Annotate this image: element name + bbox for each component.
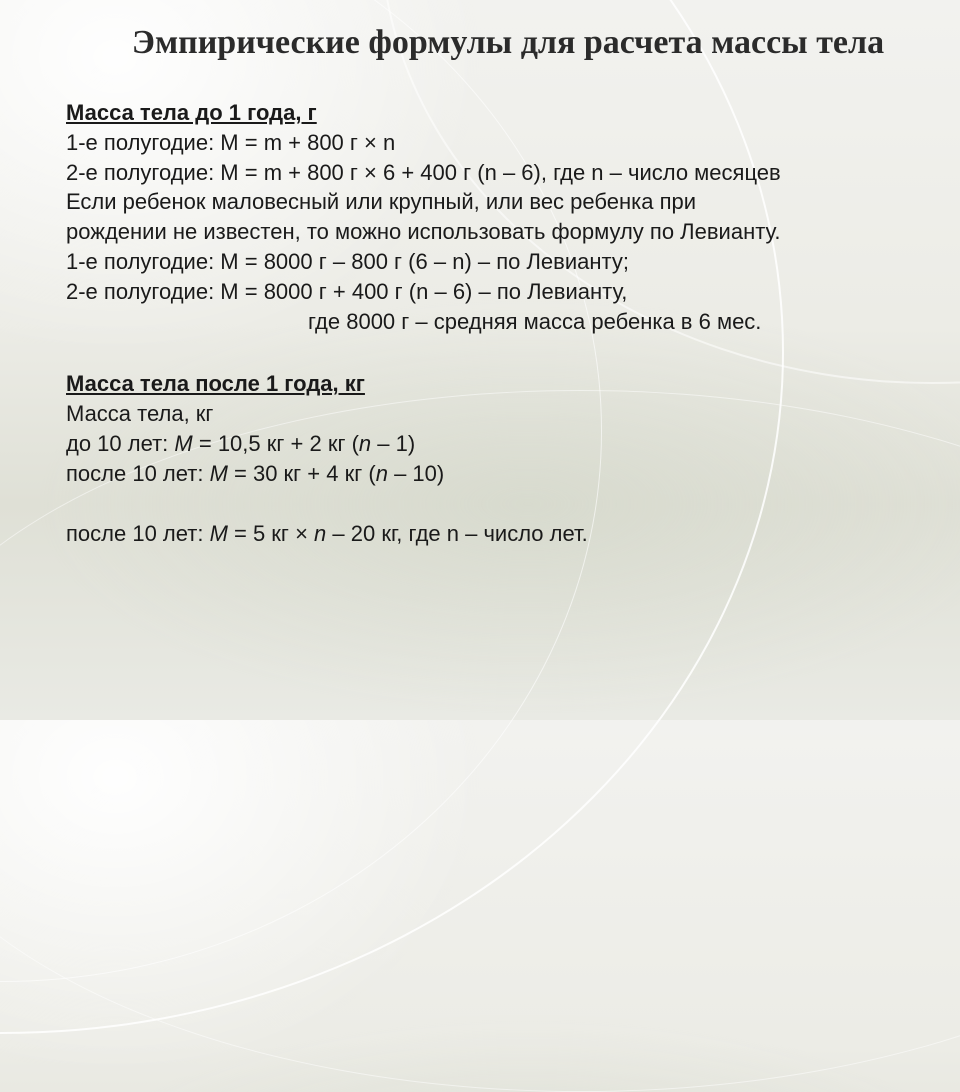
formula-first-half-year: 1-е полугодие: M = m + 800 г × n: [66, 129, 396, 155]
formula-prefix: до 10 лет:: [66, 430, 175, 456]
formula-second-half-year: 2-е полугодие: M = m + 800 г × 6 + 400 г (n – 6), где n – число месяцев: [66, 159, 781, 185]
text-line: Если ребенок маловесный или крупный, или вес ребенка при: [66, 189, 697, 215]
text-line: рождении не известен, то можно использовать формулу по Левианту.: [66, 219, 781, 245]
formula-prefix: после 10 лет:: [66, 520, 210, 546]
section-heading-under-1-year: Масса тела до 1 года, г: [66, 100, 317, 125]
formula-leviant-second-half: 2-е полугодие: M = 8000 г + 400 г (n – 6) – по Левианту,: [66, 278, 628, 304]
formula-over-10-years-alt: [66, 519, 946, 549]
formula-suffix: – 10): [387, 460, 445, 486]
formula-variable-m: M: [209, 460, 228, 486]
formula-variable-m: M: [174, 430, 193, 456]
formula-under-10-years: [66, 429, 946, 459]
spacer: [66, 489, 946, 519]
formula-prefix: после 10 лет:: [66, 460, 210, 486]
spacer: [66, 336, 946, 369]
slide-title: Эмпирические формулы для расчета массы тела: [131, 24, 885, 61]
formula-suffix: – 1): [371, 430, 416, 456]
formula-suffix: – 20 кг, где n – число лет.: [326, 520, 588, 546]
formula-variable-n: n: [375, 460, 388, 486]
formula-variable-n: n: [314, 520, 327, 546]
formula-middle: = 30 кг + 4 кг (: [227, 460, 376, 486]
formula-variable-n: n: [358, 430, 372, 456]
section-heading-after-1-year: Масса тела после 1 года, кг: [66, 371, 365, 397]
formula-note: где 8000 г – средняя масса ребенка в 6 мес.: [308, 308, 762, 334]
formula-variable-m: M: [209, 520, 228, 546]
formula-leviant-first-half: 1-е полугодие: M = 8000 г – 800 г (6 – n) – по Левианту;: [66, 248, 629, 274]
formula-middle: = 5 кг ×: [227, 520, 315, 546]
formula-middle: = 10,5 кг + 2 кг (: [192, 430, 359, 456]
text-line: Масса тела, кг: [66, 401, 214, 427]
slide-content: [66, 98, 946, 548]
formula-over-10-years: [66, 459, 946, 489]
